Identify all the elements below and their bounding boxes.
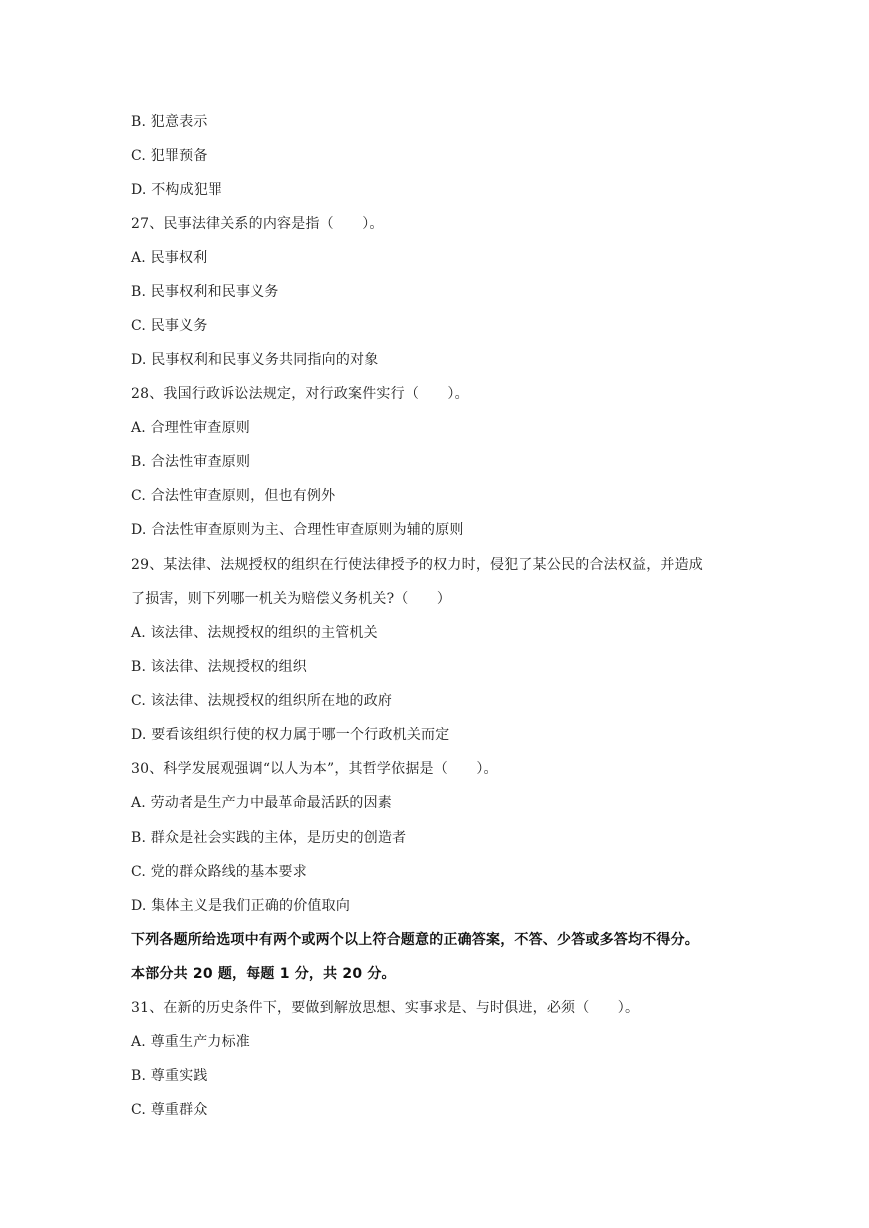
option-28-b: B. 合法性审查原则: [131, 454, 251, 470]
option-26-b: B. 犯意表示: [131, 114, 208, 130]
option-31-a: A. 尊重生产力标准: [131, 1034, 251, 1050]
question-27: 27、民事法律关系的内容是指（ ）。: [131, 216, 384, 232]
option-31-c: C. 尊重群众: [131, 1102, 208, 1118]
option-29-d: D. 要看该组织行使的权力属于哪一个行政机关而定: [131, 727, 450, 743]
question-28: 28、我国行政诉讼法规定，对行政案件实行（ ）。: [131, 386, 469, 402]
option-28-d: D. 合法性审查原则为主、合理性审查原则为辅的原则: [131, 522, 464, 538]
option-26-d: D. 不构成犯罪: [131, 182, 223, 198]
option-29-c: C. 该法律、法规授权的组织所在地的政府: [131, 693, 393, 709]
option-27-d: D. 民事权利和民事义务共同指向的对象: [131, 352, 379, 368]
option-29-b: B. 该法律、法规授权的组织: [131, 659, 307, 675]
option-30-c: C. 党的群众路线的基本要求: [131, 864, 307, 880]
question-31: 31、在新的历史条件下，要做到解放思想、实事求是、与时俱进，必须（ ）。: [131, 1000, 640, 1016]
question-29-line-1: 29、某法律、法规授权的组织在行使法律授予的权力时，侵犯了某公民的合法权益，并造成: [131, 557, 704, 573]
option-29-a: A. 该法律、法规授权的组织的主管机关: [131, 625, 378, 641]
option-30-d: D. 集体主义是我们正确的价值取向: [131, 898, 351, 914]
option-27-b: B. 民事权利和民事义务: [131, 284, 279, 300]
question-30: 30、科学发展观强调“以人为本”，其哲学依据是（ ）。: [131, 761, 498, 777]
section-scoring: 本部分共 20 题，每题 1 分，共 20 分。: [131, 966, 396, 982]
option-30-b: B. 群众是社会实践的主体，是历史的创造者: [131, 830, 407, 846]
section-instructions: 下列各题所给选项中有两个或两个以上符合题意的正确答案，不答、少答或多答均不得分。: [131, 932, 699, 948]
option-30-a: A. 劳动者是生产力中最革命最活跃的因素: [131, 795, 393, 811]
option-27-a: A. 民事权利: [131, 250, 208, 266]
option-28-a: A. 合理性审查原则: [131, 420, 251, 436]
option-26-c: C. 犯罪预备: [131, 148, 208, 164]
option-27-c: C. 民事义务: [131, 318, 208, 334]
option-31-b: B. 尊重实践: [131, 1068, 208, 1084]
option-28-c: C. 合法性审查原则，但也有例外: [131, 488, 336, 504]
question-29-line-2: 了损害，则下列哪一机关为赔偿义务机关?（ ）: [131, 591, 452, 607]
